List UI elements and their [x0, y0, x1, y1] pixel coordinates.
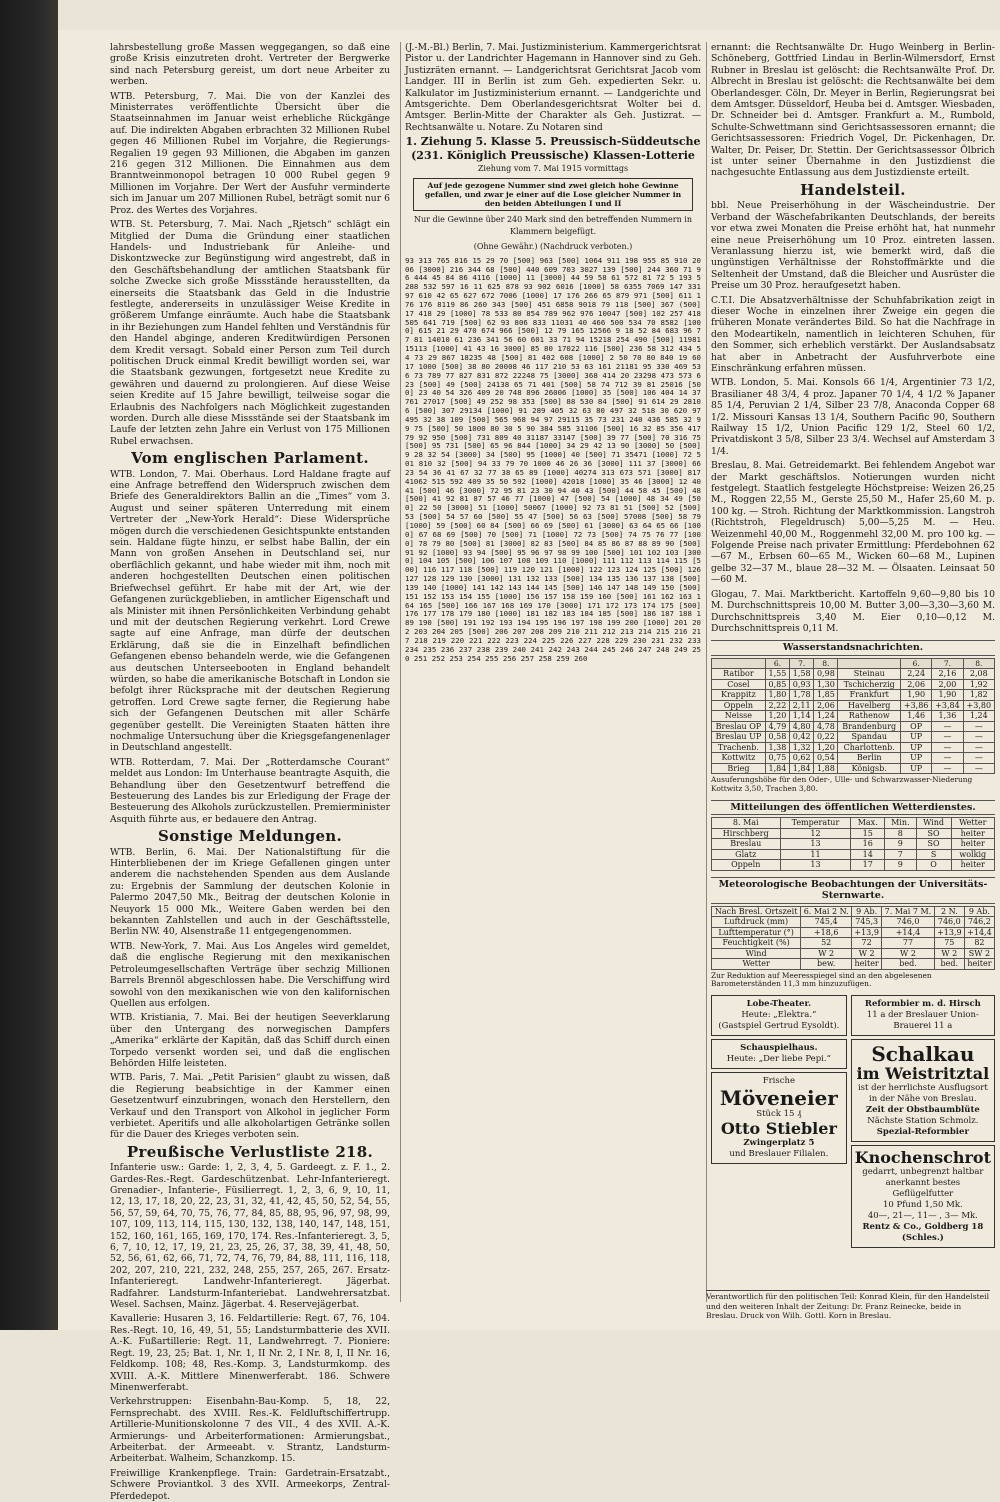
article-paragraph: Infanterie usw.: Garde: 1, 2, 3, 4, 5. Gardeegt. z. F. 1., 2. Gardes-Res.-Regt. Gardeschützenbat. Lehr-Infanterieregt. Grenadier-, Infanterie-, Füsilierregt. 1, 2, 3, 6, 9, 10, 11, 12, 13, 17, 18, 20, 22, 23, 31, 32, 41, 42, 45, 50, 52, 54, 55, 56, 57, 59, 64, 70, 75, 76, 77, 84, 85, 88, 95, 96, 97, 98, 99, 107, 109, 113, 114, 115, 130, 132, 138, 140, 147, 148, 151, 152, 160, 161, 165, 169, 170, 174. Res.-Infanterieregt. 3, 5, 6, 7, 10, 12, 17, 19, 21, 23, 25, 26, 37, 38, 39, 41, 48, 50, 52, 56, 61, 62, 66, 71, 72, 74, 76, 79, 84, 88, 111, 116, 118, 202, 207, 210, 221, 232, 248, 255, 257, 265, 267. Ersatz-Infanterieregt. Landwehr-Infanterieregt. Jägerbat. Radfahrer. Landsturm-Infanteriebat. Landwehrersatzbat. Wesel. Sachsen, Mainz. Jägerbat. 4. Reservejägerbat.: [110, 1162, 390, 1311]
ad-text: Otto Stiebler: [720, 1119, 837, 1139]
table-cell: 2,22: [765, 700, 789, 711]
table-cell: UP: [900, 732, 931, 743]
table-cell: Spandau: [838, 732, 900, 743]
article-paragraph: WTB. New-York, 7. Mai. Aus Los Angeles wird gemeldet, daß die englische Regierung mit den mexikanischen Petroleumgesellschaften Verträge über sechzig Millionen Barrels Brennöl abgeschlossen habe. Die Verschiffung wird sowohl von den mexikanischen wie von den kalifornischen Quellen aus erfolgen.: [110, 940, 390, 1009]
table-cell: heiter: [852, 959, 882, 970]
table-cell: Brandenburg: [838, 721, 900, 732]
table-row: [712, 839, 995, 850]
table-cell: +13,9: [852, 927, 882, 938]
table-row: [712, 742, 995, 753]
table-header-cell: [838, 658, 900, 669]
ad-text: Stück 15 ₰: [756, 1109, 802, 1120]
table-cell: +14,4: [882, 927, 935, 938]
section-heading: Vom englischen Parlament.: [131, 449, 369, 468]
ad-text: Schauspielhaus.: [740, 1043, 818, 1054]
table-cell: 0,62: [790, 753, 814, 764]
table-cell: 0,93: [790, 679, 814, 690]
table-row: [712, 679, 995, 690]
section-heading: Preußische Verlustliste 218.: [126, 1142, 374, 1161]
table-cell: Breslau: [712, 839, 781, 850]
table-cell: —: [932, 721, 963, 732]
ad-text: Knochenschrot: [854, 1148, 991, 1168]
table-cell: 1,58: [790, 669, 814, 680]
table-cell: 1,82: [963, 690, 994, 701]
ad-text: Frische: [762, 1076, 796, 1087]
table-cell: Königsb.: [838, 763, 900, 774]
table-cell: W 2: [882, 948, 935, 959]
table-cell: bed.: [934, 959, 964, 970]
table-row: [712, 669, 995, 680]
table-cell: —: [963, 763, 994, 774]
ad-text: und Breslauer Filialen.: [729, 1149, 829, 1160]
table-cell: +3,80: [963, 700, 994, 711]
table-cell: heiter: [964, 959, 994, 970]
ad-moeveneier: [711, 1072, 847, 1164]
table-cell: 746,0: [934, 917, 964, 928]
table-cell: Breslau UP: [712, 732, 766, 743]
table-cell: Ratibor: [712, 669, 766, 680]
table-cell: 14: [851, 849, 885, 860]
table-row: [712, 938, 995, 949]
ad-text: Reformbier m. d. Hirsch: [864, 999, 981, 1010]
table-cell: 2,08: [963, 669, 994, 680]
ad-text: im Weistritztal: [856, 1064, 990, 1084]
article-paragraph: C.T.I. Die Absatzverhältnisse der Schuhfabrikation zeigt in dieser Woche in einzelnen ihrer Zweige ein gegen die früheren Monate verändertes Bild. So hat die Nachfrage in den Modeartikeln, namentlich in leichteren Schuhen, für den Sommer, sich erheblich verstärkt. Der Auslandsabsatz hat aber in Anbetracht der Ausfuhrverbote eine Einschränkung erfahren müssen.: [711, 294, 995, 374]
table-cell: SO: [916, 839, 951, 850]
column-middle: [400, 42, 701, 1302]
table-cell: heiter: [951, 828, 995, 839]
table-cell: Krappitz: [712, 690, 766, 701]
article-paragraph: Verkehrstruppen: Eisenbahn-Bau-Komp. 5, 18, 22, Fernsprechabt. des XVIII. Res.-K. Feldluftschiffertrupp. Artillerie-Munitionskolonne 7 des VII., 4 des XVII. A.-K. Armierungs- und Arbeiterformationen: Armierungsbat., Arbeiterbat. der Armeeabt. v. Strantz, Landsturm-Arbeiterbat. Walheim, Schanzkomp. 15.: [110, 1396, 390, 1465]
lottery-title: (231. Königlich Preussische) Klassen-Lotterie: [411, 148, 695, 162]
table-cell: W 2: [934, 948, 964, 959]
table-row: [712, 860, 995, 871]
table-cell: 72: [852, 938, 882, 949]
table-cell: W 2: [801, 948, 852, 959]
ad-text: Heute: „Der liebe Pepi.“: [726, 1054, 831, 1065]
ad-text: gedarrt, unbegrenzt haltbar anerkannt bestes Geflügelfutter: [862, 1167, 984, 1200]
ad-text: 10 Pfund 1,50 Mk.: [883, 1200, 963, 1211]
lottery-header: (Ohne Gewähr.) (Nachdruck verboten.): [473, 242, 633, 252]
table-row: [712, 690, 995, 701]
table-cell: Hirschberg: [712, 828, 781, 839]
table-cell: 9 Ab.: [852, 906, 882, 917]
ad-text: Rentz & Co., Goldberg 18 (Schles.): [862, 1222, 984, 1244]
ad-lobe-theater: [711, 995, 847, 1036]
table-row: [712, 763, 995, 774]
table-cell: S: [916, 849, 951, 860]
section-heading: Handelsteil.: [800, 180, 906, 199]
table-cell: 0,58: [765, 732, 789, 743]
table-cell: bew.: [801, 959, 852, 970]
table-cell: 2,24: [900, 669, 931, 680]
table-cell: Cosel: [712, 679, 766, 690]
table-row: [712, 732, 995, 743]
column-right: [706, 42, 995, 1302]
table-cell: —: [963, 742, 994, 753]
table-cell: SO: [916, 828, 951, 839]
table-cell: —: [963, 721, 994, 732]
table-cell: —: [932, 763, 963, 774]
table-caption: Wasserstandsnachrichten.: [711, 640, 995, 655]
table-cell: 2 N.: [934, 906, 964, 917]
article-paragraph: WTB. Petersburg, 7. Mai. Die von der Kanzlei des Ministerrates veröffentlichte Übersicht über die Staatseinnahmen im Januar weist erhebliche Rückgänge auf. Die indirekten Abgaben erbrachten 32 Millionen Rubel gegen 46 Millionen Rubel im Vorjahre, die Regierungs-Regalien 19 gegen 93 Millionen, die Abgaben im ganzen 216 gegen 312 Millionen. Die Einnahmen aus dem Branntweinmonopol betragen 10 000 Rubel gegen 9 Millionen im Vorjahre. Der Wert der Ausfuhr verminderte sich im Januar um 207 Millionen Rubel, beträgt somit nur 6 Proz. des Wertes des Vorjahres.: [110, 90, 390, 216]
table-cell: Wetter: [712, 959, 801, 970]
table-row: [712, 927, 995, 938]
table-cell: 4,80: [790, 721, 814, 732]
table-cell: Tschicherzig: [838, 679, 900, 690]
table-cell: —: [932, 732, 963, 743]
table-cell: 0,42: [790, 732, 814, 743]
article-paragraph: WTB. Paris, 7. Mai. „Petit Parisien“ glaubt zu wissen, daß die Regierung beabsichtige in der Kammer einen Gesetzentwurf einzubringen, wonach den Herstellern, den Verkauf und den Transport von Alkohol in jeglicher Form verbietet. Aperitifs und alle alkoholartigen Getränke sollen für die Dauer des Krieges verboten sein.: [110, 1072, 390, 1141]
ad-text: 40—, 21—, 11— , 3— Mk.: [867, 1211, 978, 1222]
table-cell: 1,38: [765, 742, 789, 753]
ad-schauspielhaus: [711, 1039, 847, 1069]
table-cell: 0,75: [765, 753, 789, 764]
table-cell: 8: [885, 828, 917, 839]
table-cell: 1,55: [765, 669, 789, 680]
table-cell: bed.: [882, 959, 935, 970]
table-row: [712, 959, 995, 970]
table-cell: 1,36: [932, 711, 963, 722]
table-row: [712, 828, 995, 839]
table-cell: 2,16: [932, 669, 963, 680]
table-cell: Havelberg: [838, 700, 900, 711]
table-cell: wolkig: [951, 849, 995, 860]
table-cell: Breslau OP: [712, 721, 766, 732]
ad-text: ist der herrlichste Ausflugsort in der Nähe von Breslau.: [857, 1083, 988, 1105]
table-cell: 4,78: [814, 721, 838, 732]
table-cell: Max.: [851, 818, 885, 829]
table-row: [712, 721, 995, 732]
article-paragraph: Glogau, 7. Mai. Marktbericht. Kartoffeln 9,60—9,80 bis 10 M. Durchschnittspreis 10,00 M. Butter 3,00—3,30—3,60 M. Durchschnittspreis 3,40 M. Eier 0,10—0,12 M. Durchschnittspreis 0,11 M.: [711, 588, 995, 634]
table-row: [712, 917, 995, 928]
table-cell: 82: [964, 938, 994, 949]
table-cell: 16: [851, 839, 885, 850]
ad-schalkau: [851, 1039, 995, 1142]
table-cell: 4,79: [765, 721, 789, 732]
ad-reformbier: [851, 995, 995, 1036]
table-cell: 9: [885, 839, 917, 850]
article-paragraph: WTB. Kristiania, 7. Mai. Bei der heutigen Seeverklarung über den Untergang des norwegischen Dampfers „Amerika“ erklärte der Kapitän, daß das Schiff durch einen Torpedo versenkt worden sei, und daß die englischen Behörden Hilfe leisteten.: [110, 1012, 390, 1069]
table-header-cell: 7.: [790, 658, 814, 669]
table-cell: Wind: [712, 948, 801, 959]
table-cell: 1,90: [900, 690, 931, 701]
book-binding: [0, 0, 58, 1330]
ad-text: Zeit der Obstbaumblüte: [865, 1105, 980, 1116]
table-cell: 1,84: [790, 763, 814, 774]
table-row: [712, 711, 995, 722]
table-cell: 52: [801, 938, 852, 949]
ad-text: Lobe-Theater.: [746, 999, 812, 1010]
section-heading: Sonstige Meldungen.: [157, 827, 343, 846]
table-cell: 746,0: [882, 917, 935, 928]
lottery-note: Nur die Gewinne über 240 Mark sind den betreffenden Nummern in Klammern beigefügt.: [413, 215, 693, 236]
table-cell: 1,20: [814, 742, 838, 753]
table-cell: 1,80: [765, 690, 789, 701]
table-cell: 7: [885, 849, 917, 860]
table-cell: Kottwitz: [712, 753, 766, 764]
ad-text: Spezial-Reformbier: [876, 1127, 969, 1138]
table-cell: 7. Mai 7 M.: [882, 906, 935, 917]
table-caption: Mitteilungen des öffentlichen Wetterdienstes.: [711, 800, 995, 815]
table-cell: heiter: [951, 860, 995, 871]
table-cell: 2,00: [932, 679, 963, 690]
table-cell: 75: [934, 938, 964, 949]
table-cell: +14,4: [964, 927, 994, 938]
article-paragraph: WTB. Rotterdam, 7. Mai. Der „Rotterdamsche Courant“ meldet aus London: Im Unterhause beantragte Asquith, die Behandlung über den Gesetzentwurf betreffend die Besteuerung des Landes bis zur Erledigung der Frage der Besteuerung des Alkohols zurückzustellen. Premierminister Asquith führte aus, er bedauere den Antrag.: [110, 756, 390, 825]
table-header-cell: 7.: [932, 658, 963, 669]
table-cell: Steinau: [838, 669, 900, 680]
table-cell: Feuchtigkeit (%): [712, 938, 801, 949]
table-cell: 1,92: [963, 679, 994, 690]
table-cell: 1,84: [765, 763, 789, 774]
ad-text: (Gastspiel Gertrud Eysoldt).: [718, 1021, 840, 1032]
table-cell: 746,2: [964, 917, 994, 928]
table-cell: 1,88: [814, 763, 838, 774]
lottery-notice-box: Auf jede gezogene Nummer sind zwei gleich hohe Gewinne gefallen, und zwar je einer auf die Lose gleicher Nummer in den beiden Abteilungen I und II: [413, 178, 693, 211]
meteo-table: [711, 906, 995, 970]
table-cell: Wind: [916, 818, 951, 829]
table-cell: 2,06: [900, 679, 931, 690]
table-cell: 77: [882, 938, 935, 949]
ad-text: Nächste Station Schmolz.: [867, 1116, 979, 1127]
table-cell: 1,30: [814, 679, 838, 690]
table-cell: Oppeln: [712, 700, 766, 711]
table-cell: 1,24: [963, 711, 994, 722]
table-cell: 9 Ab.: [964, 906, 994, 917]
ad-text: Möveneier: [719, 1086, 838, 1111]
table-cell: Brieg: [712, 763, 766, 774]
table-cell: Min.: [885, 818, 917, 829]
table-cell: 0,85: [765, 679, 789, 690]
table-cell: Charlottenb.: [838, 742, 900, 753]
lottery-title: 1. Ziehung 5. Klasse 5. Preussisch-Süddeutsche: [405, 135, 701, 149]
ad-knochenschrot: [851, 1145, 995, 1248]
table-cell: Luftdruck (mm): [712, 917, 801, 928]
table-note: Zur Reduktion auf Meeresspiegel sind an den abgelesenen Barometerständen 11,3 mm hinzuzufügen.: [711, 970, 932, 989]
table-cell: Oppeln: [712, 860, 781, 871]
table-cell: Temperatur: [780, 818, 851, 829]
table-cell: 8. Mai: [712, 818, 781, 829]
column-left: [110, 42, 390, 1502]
table-row: [712, 906, 995, 917]
article-paragraph: lahrsbestellung große Massen weggegangen, so daß eine große Krisis einzutreten droht. Vertreter der Bergwerke sind nach Petersburg gereist, um dort neue Arbeiter zu werben.: [110, 42, 390, 88]
table-row: [712, 818, 995, 829]
table-cell: Wetter: [951, 818, 995, 829]
advertisements: [711, 995, 995, 1248]
table-cell: +18,6: [801, 927, 852, 938]
table-cell: W 2: [852, 948, 882, 959]
table-cell: 0,22: [814, 732, 838, 743]
table-cell: 1,90: [932, 690, 963, 701]
article-paragraph: WTB. London, 7. Mai. Oberhaus. Lord Haldane fragte auf eine Anfrage betreffend den Widerspruch zwischen dem Briefe des Generaldirektors Ballin an die „Times“ vom 3. August und seiner späteren Unterredung mit einem Vertreter der „New-York Herald“: Diese Widersprüche mögen durch die verschiedenen Gesichtspunkte entstanden sein. Haldane fügte hinzu, er selbst habe Ballin, der ein Mann von großen Ansehen in Deutschland sei, nur oberflächlich gekannt, und habe wieder mit ihm, noch mit anderen hochgestellten Deutschen einen politischen Briefwechsel geführt. Er habe mit der Art, wie der Gefangenen zurückgeblieben, in amtlicher Eigenschaft und als Minister mit ihnen Persönlichkeiten Verbindung gehabt und mit der deutschen Regierung verkehrt. Lord Crewe sagte auf eine Anfrage, man dürfe der deutschen Erklärung, daß sie die in Einzelhaft befindlichen Gefangenen ebenso behandeln werde, wie die Gefangenen aus deutschen Unterseebooten in England behandelt würden, so habe die amerikanische Botschaft in London sie befolgt ihrer Rücksprache mit der deutschen Regierung getroffen. Lord Crewe sagte ferner, die Regierung habe sich der Gefangenen Deutschen mit aller Schärfe gegenüber gestellt. Die Vereinigten Staaten hätten ihre nochmalige Untersuchung über die Kriegsgefangenenlager in Deutschland angestellt.: [110, 468, 390, 754]
table-cell: 2,06: [814, 700, 838, 711]
table-cell: UP: [900, 753, 931, 764]
table-cell: 0,98: [814, 669, 838, 680]
table-cell: OP: [900, 721, 931, 732]
article-paragraph: Breslau, 8. Mai. Getreidemarkt. Bei fehlendem Angebot war der Markt geschäftslos. Notierungen wurden nicht festgelegt. Staatlich festgelegte Höchstpreise: Weizen 26,25 M., Roggen 22,55 M., Gerste 25,50 M., Hafer 25,60 M. p. 100 kg. — Stroh. Richtung der Marktkommission. Langstroh (Richtstroh, Flegeldrusch) 5,00—5,25 M. — Heu. Weizenmehl 40,00 M., Roggenmehl 32,00 M. pro 100 kg. — Folgende Preise nach privater Ermittlung: Pferdebohnen 62—67 M., Erbsen 60—65 M., Wicken 60—68 M., Lupinen gelbe 32—37 M., blaue 28—32 M. — Ölsaaten. Leinsaat 50—60 M.: [711, 460, 995, 586]
ad-text: Schalkau: [871, 1042, 975, 1067]
table-cell: Glatz: [712, 849, 781, 860]
table-cell: —: [963, 732, 994, 743]
table-caption: Meteorologische Beobachtungen der Universitäts-Sternwarte.: [711, 877, 995, 904]
table-cell: Frankfurt: [838, 690, 900, 701]
table-cell: 11: [780, 849, 851, 860]
table-cell: 13: [780, 860, 851, 871]
table-cell: 13: [780, 839, 851, 850]
table-header-cell: 8.: [963, 658, 994, 669]
table-cell: Nach Bresl. Ortszeit: [712, 906, 801, 917]
table-cell: 17: [851, 860, 885, 871]
table-cell: 745,4: [801, 917, 852, 928]
lottery-subtitle: Ziehung vom 7. Mai 1915 vormittags: [477, 164, 629, 174]
table-row: [712, 753, 995, 764]
table-cell: UP: [900, 742, 931, 753]
table-cell: Rathenow: [838, 711, 900, 722]
table-note: Ausuferungshöhe für den Oder-, Ulle- und Schwarzwasser-Niederung Kottwitz 3,50, Trachen 3,80.: [711, 775, 973, 794]
table-cell: —: [932, 742, 963, 753]
table-cell: 6. Mai 2 N.: [801, 906, 852, 917]
table-cell: 1,46: [900, 711, 931, 722]
table-cell: Trachenb.: [712, 742, 766, 753]
table-cell: 1,20: [765, 711, 789, 722]
ad-text: 11 a der Breslauer Union-Brauerei 11 a: [866, 1010, 979, 1032]
table-header-cell: 6.: [765, 658, 789, 669]
table-row: [712, 849, 995, 860]
table-cell: 0,54: [814, 753, 838, 764]
ad-text: Heute: „Elektra.“: [741, 1010, 817, 1021]
article-paragraph: bbl. Neue Preiserhöhung in der Wäscheindustrie. Der Verband der Wäschefabrikanten Deutschlands, der bereits vor etwa zwei Monaten die Preise erhöht hat, hat nunmehr eine neue Preiserhöhung um 10 Proz. eintreten lassen. Veranlassung hierzu ist, wie bemerkt wird, daß die ungünstigen Verhältnisse der Rohstoffmärkte und die Seltenheit der Umstand, daß die Bleicher und Ausrüster die Preise um 30 Proz. heraufgesetzt haben.: [711, 200, 995, 292]
table-cell: 1,24: [814, 711, 838, 722]
table-header-cell: [712, 658, 766, 669]
table-cell: 15: [851, 828, 885, 839]
table-cell: 9: [885, 860, 917, 871]
table-cell: +13,9: [934, 927, 964, 938]
table-cell: —: [932, 753, 963, 764]
table-cell: 1,14: [790, 711, 814, 722]
weather-table: [711, 817, 995, 871]
table-cell: +3,84: [932, 700, 963, 711]
water-level-table: [711, 658, 995, 775]
table-cell: SW 2: [964, 948, 994, 959]
imprint-footer: Verantwortlich für den politischen Teil: Konrad Klein, für den Handelsteil und den weiteren Inhalt der Zeitung: Dr. Franz Reinecke, beide in Breslau. Druck von Wilh. Gottl. Korn in Breslau.: [706, 1292, 989, 1320]
article-paragraph: WTB. Berlin, 6. Mai. Der Nationalstiftung für die Hinterbliebenen der im Kriege Gefallenen gingen unter anderem die nachstehenden Spenden aus dem Auslande zu: Ergebnis der Sammlung der deutschen Kolonie in Palermo 2047,50 Mk., Beitrag der deutschen Kolonie in Neuyork 15 000 Mk., Weitere Gaben werden bei den bekannten Zahlstellen und auch in der Geschäftsstelle, Berlin NW. 40, Alsenstraße 11 entgegengenommen.: [110, 846, 390, 938]
table-cell: heiter: [951, 839, 995, 850]
table-header-cell: 6.: [900, 658, 931, 669]
article-paragraph: Freiwillige Krankenpflege. Train: Gardetrain-Ersatzabt., Schwere Proviantkol. 3 des XVII. Armeekorps, Zentral-Pferdedepot.: [110, 1467, 390, 1502]
article-paragraph: Kavallerie: Husaren 3, 16. Feldartillerie: Regt. 67, 76, 104. Res.-Regt. 10, 16, 49, 51, 55; Landsturmbatterie des XVII. A.-K. Fußartillerie: Regt. 11, Landwehrregt. 7. Pioniere: Regt. 19, 23, 25; Bat. 1, Nr. 1, II Nr. 2, I Nr. 8, I, II Nr. 16, Feldkomp. 108; 48, Res.-Komp. 3, Landsturmkomp. des XVIII. A.-K. Mittlere Minenwerferabt. 186. Schwere Minenwerferabt.: [110, 1313, 390, 1393]
table-cell: UP: [900, 763, 931, 774]
lottery-numbers: 93 313 765 816 15 29 70 [500] 963 [500] 1064 911 198 955 85 910 2006 [3000] 216 344 68 [500] 440 609 703 3027 139 [500] 244 360 71 96 444 45 84 86 4116 [1000] 11 [3000] 44 59 58 61 572 81 72 5 193 5288 532 597 16 11 625 878 93 902 6016 [1000] 58 6355 7069 147 331 97 610 42 65 627 672 7006 [1000] 17 176 266 65 879 971 [500] 611 176 176 8119 86 260 343 [500] 451 6858 9018 79 118 [500] 367 (500] 17 418 29 [1000] 78 533 80 854 789 962 976 10047 [500] 102 257 418 505 641 719 [500] 62 93 806 833 11031 40 466 500 534 70 8582 [1000] 615 21 29 470 674 966 [500] 12 79 165 12566 9 18 52 84 683 96 77 81 14010 61 236 341 56 60 601 33 71 94 15218 254 490 [500] 11981 15113 [1000] 41 43 16 3000] 85 80 17022 116 [500] 236 58 312 434 54 73 29 867 18235 48 [500] 81 402 608 [1000] 2 50 70 80 840 19 60 17 1000 [500] 38 80 20008 46 117 210 53 63 161 21181 95 330 469 536 73 789 77 827 831 872 22248 75 [3000] 368 414 20 23298 473 573 623 [500] 49 [500] 24138 65 71 401 [500] 58 74 712 39 81 25016 [500] 23 40 54 326 409 20 748 896 26006 [1000] 35 [500] 106 404 14 37 761 27017 [500] 49 252 98 353 [500] 88 530 84 [500] 91 614 29 28106 [500] 307 29134 [1000] 91 289 405 32 63 80 497 32 518 30 620 97 495 32 38 109 [500] 565 968 94 97 29115 35 73 231 240 436 585 32 99 75 [500] 50 1000 80 30 5 90 384 585 31106 [500] 16 32 85 356 417 79 92 950 [500] 731 809 40 31187 33147 [500] 39 77 [500] 70 316 75 [500] 95 731 [500] 65 96 844 [1000] 34 29 42 13 90 [3000] 50 [500] 9 28 32 54 [3000] 34 [500] 95 [1000] 40 [500] 71 35471 [1000] 72 501 810 32 [500] 94 33 79 70 1000 46 26 36 [3000] 111 37 [3000] 66 23 54 36 41 67 32 77 38 65 89 [1000] 40274 313 673 571 [3000] 817 41062 515 592 409 35 50 592 [1000] 42018 [1000] 35 46 [3000] 12 40 41 [500] 46 [3000] 72 95 81 23 30 94 40 43 [500] 44 58 45 [500] 48 [500] 41 92 81 87 57 46 77 [1000] 47 [500] 54 [1000] 48 34 49 [500] 22 50 [3000] 51 [1000] 50067 [1000] 92 73 81 51 [500] 52 [500] 53 [500] 54 57 60 [500] 55 47 [500] 56 63 [500] 57008 [500] 58 79 [1000] 59 [500] 60 84 [500] 66 69 [500] 61 [3000] 63 64 65 66 [1000] 67 68 69 [500] 70 [500] 71 [1000] 72 73 [500] 74 75 76 77 [1000] 78 79 80 [500] 81 [3000] 82 83 [500] 84 85 86 87 88 89 90 [500] 91 92 [1000] 93 94 [500] 95 96 97 98 99 100 [500] 101 102 103 [3000] 104 105 [500] 106 107 108 109 110 [1000] 111 112 113 114 115 [500] 116 117 118 [500] 119 120 121 [1000] 122 123 124 125 [500] 126 127 128 129 130 [3000] 131 132 133 [500] 134 135 136 137 138 [500] 139 140 [1000] 141 142 143 144 145 [500] 146 147 148 149 150 [500] 151 152 153 154 155 [1000] 156 157 158 159 160 [500] 161 162 163 164 165 [500] 166 167 168 169 170 [3000] 171 172 173 174 175 [500] 176 177 178 179 180 [1000] 181 182 183 184 185 [500] 186 187 188 189 190 [500] 191 192 193 194 195 196 197 198 199 200 [1000] 201 202 203 204 205 [500] 206 207 208 209 210 211 212 213 214 215 216 217 218 219 220 221 222 223 224 225 226 227 228 229 230 231 232 233 234 235 236 237 238 239 240 241 242 243 244 245 246 247 248 249 250 251 252 253 254 255 256 257 258 259 260: [405, 255, 701, 663]
article-paragraph: ernannt: die Rechtsanwälte Dr. Hugo Weinberg in Berlin-Schöneberg, Gottfried Lindau in Berlin-Wilmersdorf, Ernst Rubner in Breslau ist gelöscht: die Rechtsanwälte Prof. Dr. Albrecht in Breslau ist gelöscht: die Rechtsanwälte bei dem Oberlandesger. Cöln, Dr. Meyer in Berlin, Regierungsrat bei dem Amtsger. Düsseldorf, Heuba bei d. Amtsger. Wiesbaden, Dr. Schneider bei d. Amtsger. Frankfurt a. M., Rumbold, Schulte-Schwettmann sind Gerichtsassessoren ernannt; die Gerichtsassessoren: Friedrich Vogel, Dr. Pickenhagen, Dr. Walter, Dr. Peiser, Dr. Stettin. Der Gerichtsassessor Ölbrich ist unter seiner Übernahme in den Justizdienst die nachgesuchte Entlassung aus dem Justizdienste erteilt.: [711, 42, 995, 179]
ad-text: Zwingerplatz 5: [743, 1138, 815, 1149]
table-row: [712, 948, 995, 959]
table-cell: 2,11: [790, 700, 814, 711]
table-cell: Lufttemperatur (°): [712, 927, 801, 938]
table-cell: 12: [780, 828, 851, 839]
article-paragraph: (J.-M.-Bl.) Berlin, 7. Mai. Justizministerium. Kammergerichtsrat Pistor u. der Landrichter Hagemann in Hannover sind zu Geh. Justizräten ernannt. — Landgerichtsrat Gerichtsrat Jacob vom Landger. III in Berlin ist zum Geh. expedierten Sekr. u. Kalkulator im Justizministerium ernannt. — Landgerichte und Amtsgerichte. Dem Oberlandesgerichtsrat Wolter bei d. Amtsger. Berlin-Mitte der Charakter als Geh. Justizrat. — Rechtsanwälte u. Notare. Zu Notaren sind: [405, 42, 701, 133]
table-row: [712, 700, 995, 711]
table-cell: O: [916, 860, 951, 871]
article-paragraph: WTB. London, 5. Mai. Konsols 66 1/4, Argentinier 73 1/2, Brasilianer 48 3/4, 4 proz. Japaner 70 1/4, 4 1/2 % Japaner 85 1/4, Peruvian 2 1/4, Silber 23 7/8, Anaconda Copper 68 1/2. Missouri Kansas 13 1/4, Southern Pacific 90, Southern Railway 15 1/2, Union Pacific 129 1/2, Steel 60 1/2, Privatdiskont 3 5/8, Silber 23 3/4. Wechsel auf Amsterdam 3 1/4.: [711, 377, 995, 457]
table-cell: +3,86: [900, 700, 931, 711]
table-cell: 1,78: [790, 690, 814, 701]
table-cell: 1,32: [790, 742, 814, 753]
table-cell: Neisse: [712, 711, 766, 722]
article-paragraph: WTB. St. Petersburg, 7. Mai. Nach „Rjetsch“ schlägt ein Mitglied der Duma die Gründung einer staatlichen Handels- und Industriebank für Anleihe- und Diskontzwecke zur Begünstigung wird angestrebt, daß in den Geschäftsbehandlung der amtlichen Staatsbank für solche Zwecke sich große Missstände herausstellten, da einerseits die Staatsbank das Geld in die Industrie festlegte, andererseits in unzulässiger Weise Kredite in größerem Umfange einräumte. Auch habe die Staatsbank in ihr Beziehungen zum Handel fehlten und Verständnis für den Handel abginge, anderen Kreditwürdigen Personen dem Kredit versagt. Sobald einer Person zum Teil durch politischen Druck einmal Kredit bewilligt worden sei, war die Staatsbank gezwungen, fortgesetzt neue Kredite zu gewähren und dauernd zu prolongieren. Auf diese Weise seien Kredite auf 15 Jahre bewilligt, teilweise sogar die Erlaubnis des Nachfolgers nach Möglichkeit zugestanden worden. Durch alle diese Missstände sei der Staatsbank im Laufe der letzten zehn Jahre ein Verlust von 175 Millionen Rubel erwachsen.: [110, 219, 390, 447]
table-cell: Berlin: [838, 753, 900, 764]
table-cell: —: [963, 753, 994, 764]
table-header-cell: 8.: [814, 658, 838, 669]
table-cell: 1,85: [814, 690, 838, 701]
table-cell: 745,3: [852, 917, 882, 928]
